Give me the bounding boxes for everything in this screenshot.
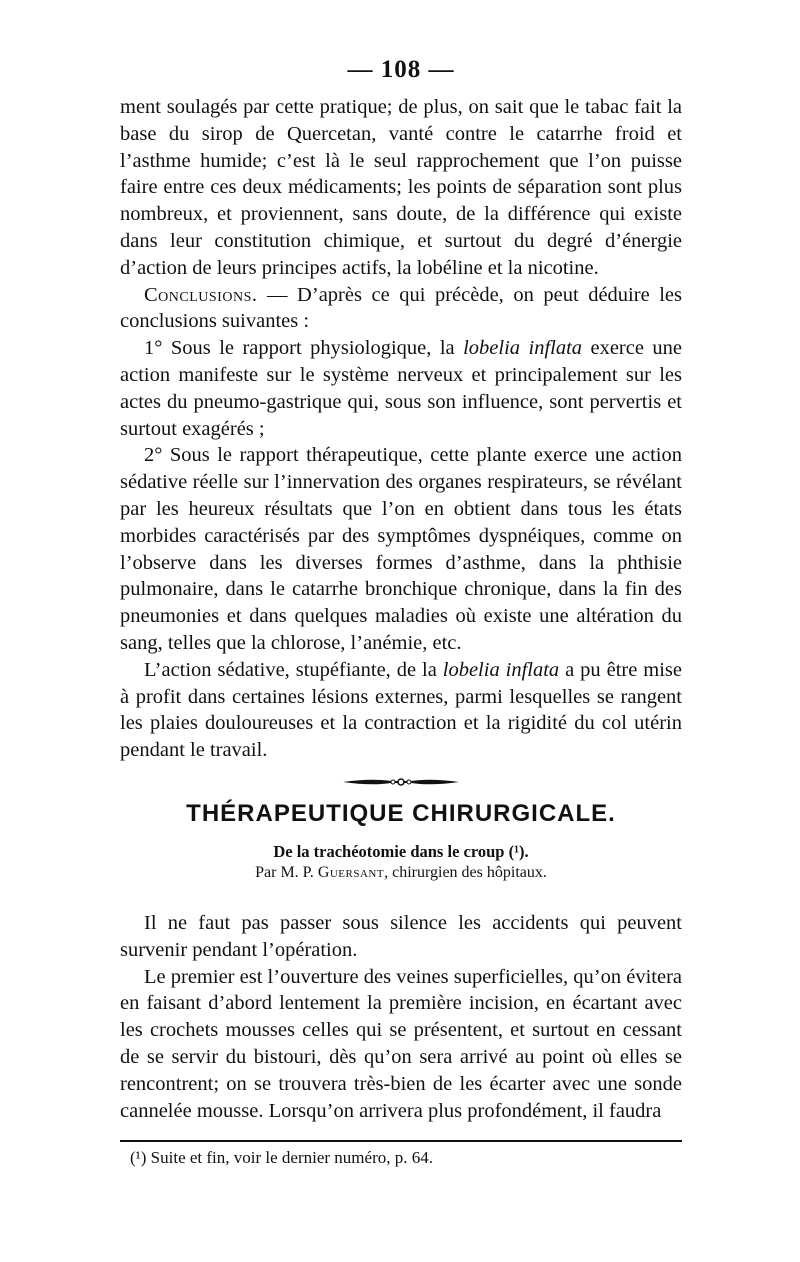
- article-title: [120, 842, 682, 862]
- paragraph-tobacco: ment soulagés par cette pratique; de plus, on sait que le tabac fait la base du sirop de Quercetan, vanté contre le catarrhe froid et l’asthme humide; c’est là le seul rapprochement que l’on puisse faire entre ces deux médicaments; les points de séparation sont plus nombreux, et proviennent, sans doute, de la différence qui existe dans leur constitution chimique, et surtout du degré d’énergie d’action de leurs principes actifs, la lobéline et la nicotine.: [120, 96, 682, 279]
- item3-pre: L’action sédative, stupéfiante, de la: [144, 658, 443, 681]
- section-title: THÉRAPEUTIQUE CHIRURGICALE.: [186, 799, 616, 827]
- footnote-text: Suite et fin, voir le dernier numéro, p. 64.: [146, 1148, 433, 1168]
- paragraph-conclusions: [120, 282, 682, 336]
- item1-pre: 1° Sous le rapport physiologique, la: [144, 337, 464, 360]
- paragraph-veins: Le premier est l’ouverture des veines superficielles, qu’on évitera en faisant d’abord lentement la première incision, en écartant avec les crochets mousses celles qui se présentent, et surtout en cessant de se servir du bistouri, dès qu’on sera arrivé au point où elles se rencontrent; on se trouvera très-bien de les écarter avec une sonde cannelée mousse. Lorsqu’on arrivera plus profondément, il faudra: [120, 965, 682, 1122]
- conclusion-item-1: [120, 335, 682, 442]
- footnote-rule: [120, 1140, 682, 1142]
- item3-italic: lobelia inflata: [442, 658, 560, 681]
- byline-suffix: , chirurgien des hôpitaux.: [384, 863, 547, 881]
- flourish-divider: [341, 776, 461, 788]
- conclusion-item-3: [120, 657, 682, 764]
- article-title-text: De la trachéotomie dans le croup: [273, 841, 505, 861]
- conclusion-item-2: 2° Sous le rapport thérapeutique, cette plante exerce une action sédative réelle sur l’innervation des organes respirateurs, se révélant par les heureux résultats que l’on en obtient dans tous les états morbides caractérisés par des symptômes dyspnéiques, comme on l’observe dans les diverses formes d’asthme, dans la phthisie pulmonaire, dans le catarrhe bronchique chronique, dans la fin des pneumonies et dans quelques maladies où existe une altération du sang, telles que la chlorose, l’anémie, etc.: [120, 444, 682, 654]
- footnote-mark: (¹): [130, 1148, 147, 1168]
- conclusions-text: — D’après ce qui précède, on peut déduire les conclusions suivantes :: [120, 283, 682, 333]
- item3-post: a pu être mise à profit dans certaines lésions externes, parmi lesquelles se rangent les plaies douloureuses et la contraction et la rigidité du col utérin pendant le travail.: [120, 658, 682, 762]
- page-number: — 108 —: [347, 56, 455, 83]
- footnote: [130, 1148, 682, 1168]
- page: [120, 56, 682, 1168]
- article-note-mark: (¹).: [508, 841, 529, 861]
- author-name: Guersant: [317, 863, 385, 881]
- byline: [120, 864, 682, 882]
- item1-italic: lobelia inflata: [463, 337, 583, 360]
- conclusions-heading: Conclusions.: [144, 283, 258, 306]
- byline-prefix: Par M. P.: [255, 863, 318, 881]
- paragraph-accidents: Il ne faut pas passer sous silence les accidents qui peuvent survenir pendant l’opération.: [120, 911, 682, 961]
- item1-post: exerce une action manifeste sur le système nerveux et principalement sur les actes du pneumo-gastrique qui, sous son influence, sont pervertis et surtout exagérés ;: [120, 337, 683, 440]
